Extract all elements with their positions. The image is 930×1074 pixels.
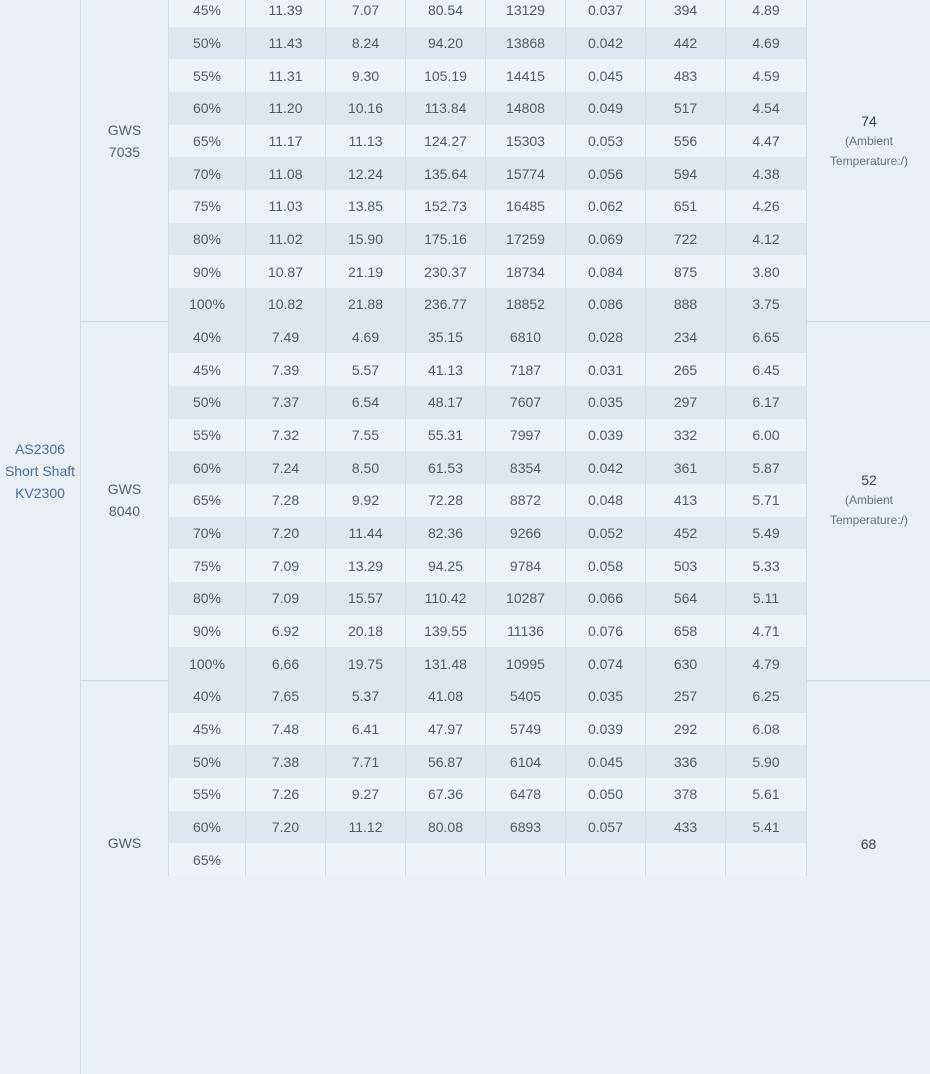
propeller-block: [81, 0, 930, 321]
temperature-cell: [806, 321, 930, 680]
table-cell: 47.97: [406, 713, 486, 746]
temperature-cell: [806, 680, 930, 876]
table-cell: 6.00: [752, 426, 780, 443]
table-cell: 0.049: [566, 92, 646, 125]
table-cell: 433: [646, 811, 726, 844]
table-cell: 5.41: [752, 818, 780, 835]
table-cell: 0.048: [566, 484, 646, 517]
table-cell: 7.39: [246, 353, 326, 386]
table-cell: 72.28: [406, 484, 486, 517]
table-cell: 9784: [486, 549, 566, 582]
table-cell: 5.37: [326, 680, 406, 713]
table-cell: 13129: [486, 0, 566, 27]
table-cell: 75%: [169, 549, 246, 582]
table-cell: 6.54: [326, 386, 406, 419]
table-cell: 110.42: [406, 582, 486, 615]
table-cell: 80.54: [406, 0, 486, 27]
table-cell: 361: [646, 451, 726, 484]
table-cell: 0.074: [566, 647, 646, 680]
table-cell: 297: [646, 386, 726, 419]
table-cell: 0.045: [566, 745, 646, 778]
table-cell: 722: [646, 223, 726, 256]
table-cell: 9.30: [326, 59, 406, 92]
table-cell: 100%: [169, 288, 246, 321]
table-cell: 9266: [486, 517, 566, 550]
table-cell: 4.38: [752, 165, 780, 182]
table-cell: 100%: [169, 647, 246, 680]
table-cell: 7.37: [246, 386, 326, 419]
table-cell: 4.12: [752, 230, 780, 247]
table-cell: 0.045: [566, 59, 646, 92]
data-rows: [169, 0, 806, 321]
table-cell: 82.36: [406, 517, 486, 550]
table-cell: 15303: [486, 125, 566, 158]
table-cell: 6.25: [752, 688, 780, 705]
table-cell: 0.053: [566, 125, 646, 158]
table-cell: 45%: [169, 353, 246, 386]
table-row: [169, 680, 806, 713]
table-cell: 40%: [169, 321, 246, 354]
table-cell: 6810: [486, 321, 566, 354]
table-row: [169, 582, 806, 615]
table-cell: 230.37: [406, 255, 486, 288]
table-cell: 4.54: [752, 100, 780, 117]
table-cell: 65%: [169, 125, 246, 158]
table-cell: 3.75: [752, 296, 780, 313]
table-cell: 139.55: [406, 615, 486, 648]
table-cell: 175.16: [406, 223, 486, 256]
table-cell: 6.17: [752, 394, 780, 411]
table-cell: 135.64: [406, 157, 486, 190]
table-cell: [246, 843, 326, 876]
table-row: [169, 386, 806, 419]
table-cell: 4.89: [752, 2, 780, 19]
temperature-value: 74: [861, 113, 877, 129]
table-cell: 35.15: [406, 321, 486, 354]
table-cell: 11136: [486, 615, 566, 648]
table-cell: 0.076: [566, 615, 646, 648]
table-cell: 10287: [486, 582, 566, 615]
table-cell: 131.48: [406, 647, 486, 680]
table-row: [169, 517, 806, 550]
table-cell: 7.20: [246, 811, 326, 844]
table-cell: 5.71: [752, 492, 780, 509]
table-cell: 556: [646, 125, 726, 158]
table-cell: 6.08: [752, 720, 780, 737]
table-cell: 5.57: [326, 353, 406, 386]
table-cell: 0.056: [566, 157, 646, 190]
table-cell: 55%: [169, 59, 246, 92]
table-cell: 483: [646, 59, 726, 92]
table-cell: 4.69: [326, 321, 406, 354]
table-cell: 18734: [486, 255, 566, 288]
table-cell: 12.24: [326, 157, 406, 190]
table-cell: 234: [646, 321, 726, 354]
table-cell: 394: [646, 0, 726, 27]
table-cell: 5.90: [752, 753, 780, 770]
table-cell: 413: [646, 484, 726, 517]
motor-name-line: KV2300: [15, 485, 65, 501]
table-cell: 7.65: [246, 680, 326, 713]
table-cell: 0.058: [566, 549, 646, 582]
table-cell: 0.050: [566, 778, 646, 811]
table-cell: 60%: [169, 92, 246, 125]
table-cell: 80%: [169, 223, 246, 256]
table-cell: 60%: [169, 811, 246, 844]
table-cell: 236.77: [406, 288, 486, 321]
table-cell: 658: [646, 615, 726, 648]
table-row: [169, 288, 806, 321]
table-cell: 7.38: [246, 745, 326, 778]
table-cell: 517: [646, 92, 726, 125]
table-cell: 124.27: [406, 125, 486, 158]
table-row: [169, 549, 806, 582]
table-cell: 7.07: [326, 0, 406, 27]
table-row: [169, 647, 806, 680]
table-cell: 6.92: [246, 615, 326, 648]
temperature-value: 68: [860, 836, 877, 852]
table-cell: 6104: [486, 745, 566, 778]
table-cell: 651: [646, 190, 726, 223]
table-cell: 152.73: [406, 190, 486, 223]
table-cell: 0.028: [566, 321, 646, 354]
table-cell: 13.85: [326, 190, 406, 223]
table-cell: 15.90: [326, 223, 406, 256]
table-cell: 80.08: [406, 811, 486, 844]
table-cell: 888: [646, 288, 726, 321]
table-cell: 564: [646, 582, 726, 615]
table-cell: 0.052: [566, 517, 646, 550]
table-cell: 65%: [169, 843, 246, 876]
table-row: [169, 811, 806, 844]
table-row: [169, 190, 806, 223]
table-cell: 14415: [486, 59, 566, 92]
table-cell: 9.27: [326, 778, 406, 811]
table-cell: 8872: [486, 484, 566, 517]
table-cell: 15.57: [326, 582, 406, 615]
table-row: [169, 255, 806, 288]
table-cell: 0.031: [566, 353, 646, 386]
table-cell: 378: [646, 778, 726, 811]
table-cell: 7.20: [246, 517, 326, 550]
table-cell: 5.87: [752, 459, 780, 476]
table-cell: 5405: [486, 680, 566, 713]
table-cell: 11.31: [246, 59, 326, 92]
table-cell: 48.17: [406, 386, 486, 419]
table-row: [169, 157, 806, 190]
table-cell: 0.086: [566, 288, 646, 321]
table-cell: 4.69: [752, 34, 780, 51]
table-cell: 94.20: [406, 27, 486, 60]
temperature-cell: [806, 0, 930, 321]
table-cell: 11.08: [246, 157, 326, 190]
propeller-block: [81, 680, 930, 876]
table-cell: 55%: [169, 419, 246, 452]
table-cell: 5.61: [752, 786, 780, 803]
table-cell: 0.066: [566, 582, 646, 615]
temperature-value: 52: [861, 472, 877, 489]
table-cell: 18852: [486, 288, 566, 321]
table-cell: 0.057: [566, 811, 646, 844]
table-cell: 45%: [169, 713, 246, 746]
table-cell: 332: [646, 419, 726, 452]
table-cell: 67.36: [406, 778, 486, 811]
table-cell: 94.25: [406, 549, 486, 582]
table-row: [169, 321, 806, 354]
table-cell: 11.20: [246, 92, 326, 125]
table-cell: 20.18: [326, 615, 406, 648]
table-cell: 21.88: [326, 288, 406, 321]
table-row: [169, 745, 806, 778]
temperature-note: (Ambient Temperature:/): [829, 493, 909, 528]
table-cell: 13.29: [326, 549, 406, 582]
table-row: [169, 615, 806, 648]
table-cell: 10.87: [246, 255, 326, 288]
table-cell: 5.49: [752, 524, 780, 541]
table-cell: 4.71: [752, 622, 780, 639]
table-row: [169, 223, 806, 256]
table-cell: 0.062: [566, 190, 646, 223]
table-cell: 7607: [486, 386, 566, 419]
table-row: [169, 713, 806, 746]
table-cell: 65%: [169, 484, 246, 517]
table-cell: 70%: [169, 517, 246, 550]
data-rows: [169, 680, 806, 876]
table-cell: 10995: [486, 647, 566, 680]
propeller-block: [81, 321, 930, 680]
table-cell: 11.44: [326, 517, 406, 550]
table-cell: 7187: [486, 353, 566, 386]
table-cell: 11.03: [246, 190, 326, 223]
table-cell: 50%: [169, 27, 246, 60]
table-cell: 4.47: [752, 132, 780, 149]
table-cell: 6478: [486, 778, 566, 811]
table-cell: 17259: [486, 223, 566, 256]
table-cell: 113.84: [406, 92, 486, 125]
table-cell: 6.65: [752, 328, 780, 345]
table-cell: 0.037: [566, 0, 646, 27]
table-cell: 13868: [486, 27, 566, 60]
table-cell: 875: [646, 255, 726, 288]
table-cell: 265: [646, 353, 726, 386]
table-cell: 3.80: [752, 263, 780, 280]
table-cell: 11.17: [246, 125, 326, 158]
table-cell: [326, 843, 406, 876]
table-cell: 0.084: [566, 255, 646, 288]
table-cell: 0.035: [566, 680, 646, 713]
table-cell: 11.13: [326, 125, 406, 158]
table-cell: 56.87: [406, 745, 486, 778]
data-rows: [169, 321, 806, 680]
table-cell: 50%: [169, 745, 246, 778]
propeller-cell: [81, 321, 169, 680]
table-cell: 10.82: [246, 288, 326, 321]
table-cell: 7997: [486, 419, 566, 452]
temperature-note: (Ambient Temperature:/): [829, 134, 909, 168]
table-cell: 4.59: [752, 67, 780, 84]
table-cell: 5.11: [752, 590, 780, 607]
table-cell: 292: [646, 713, 726, 746]
table-cell: 594: [646, 157, 726, 190]
table-cell: 45%: [169, 0, 246, 27]
table-cell: 50%: [169, 386, 246, 419]
table-cell: 21.19: [326, 255, 406, 288]
table-cell: 6893: [486, 811, 566, 844]
motor-name-line: Short Shaft: [4, 463, 76, 479]
table-cell: 7.28: [246, 484, 326, 517]
table-cell: 80%: [169, 582, 246, 615]
table-cell: 41.13: [406, 353, 486, 386]
table-cell: 8354: [486, 451, 566, 484]
propeller-name-line: GWS: [107, 122, 142, 138]
table-cell: [646, 843, 726, 876]
table-row: [169, 125, 806, 158]
table-cell: 7.71: [326, 745, 406, 778]
table-cell: 7.48: [246, 713, 326, 746]
table-cell: 4.26: [752, 198, 780, 215]
table-row: [169, 484, 806, 517]
table-cell: 0.042: [566, 27, 646, 60]
table-cell: 8.50: [326, 451, 406, 484]
table-cell: 8.24: [326, 27, 406, 60]
table-cell: 5749: [486, 713, 566, 746]
table-cell: 257: [646, 680, 726, 713]
table-cell: 7.55: [326, 419, 406, 452]
propeller-name-line: GWS: [107, 835, 142, 851]
table-cell: 61.53: [406, 451, 486, 484]
table-row: [169, 59, 806, 92]
table-row: [169, 451, 806, 484]
table-cell: 70%: [169, 157, 246, 190]
table-cell: 6.45: [752, 361, 780, 378]
table-cell: 14808: [486, 92, 566, 125]
table-cell: 0.039: [566, 713, 646, 746]
table-cell: 10.16: [326, 92, 406, 125]
table-cell: 503: [646, 549, 726, 582]
table-cell: [406, 843, 486, 876]
table-cell: 9.92: [326, 484, 406, 517]
table-cell: 0.035: [566, 386, 646, 419]
table-cell: 19.75: [326, 647, 406, 680]
table-cell: 452: [646, 517, 726, 550]
table-cell: [566, 843, 646, 876]
table-cell: 7.49: [246, 321, 326, 354]
table-cell: 0.039: [566, 419, 646, 452]
table-cell: 630: [646, 647, 726, 680]
table-cell: 11.02: [246, 223, 326, 256]
table-cell: 7.09: [246, 549, 326, 582]
table-cell: 11.12: [326, 811, 406, 844]
table-cell: 7.32: [246, 419, 326, 452]
table-cell: 60%: [169, 451, 246, 484]
table-cell: 7.24: [246, 451, 326, 484]
propeller-name-line: GWS: [107, 481, 142, 498]
propeller-cell: [81, 0, 169, 321]
propeller-name-line: 8040: [108, 503, 141, 520]
table-cell: 16485: [486, 190, 566, 223]
table-cell: 4.79: [752, 655, 780, 672]
table-cell: [486, 843, 566, 876]
table-row: [169, 0, 806, 27]
table-cell: 6.41: [326, 713, 406, 746]
table-row: [169, 27, 806, 60]
table-cell: [726, 843, 806, 876]
table-cell: 11.43: [246, 27, 326, 60]
table-row: [169, 92, 806, 125]
motor-model-cell: [0, 0, 81, 1074]
table-cell: 15774: [486, 157, 566, 190]
table-cell: 105.19: [406, 59, 486, 92]
table-row: [169, 778, 806, 811]
table-cell: 75%: [169, 190, 246, 223]
table-cell: 336: [646, 745, 726, 778]
table-cell: 11.39: [246, 0, 326, 27]
table-cell: 90%: [169, 615, 246, 648]
table-row: [169, 843, 806, 876]
table-row: [169, 353, 806, 386]
table-cell: 40%: [169, 680, 246, 713]
table-cell: 0.042: [566, 451, 646, 484]
propeller-name-line: 7035: [108, 144, 141, 160]
table-cell: 55%: [169, 778, 246, 811]
table-cell: 41.08: [406, 680, 486, 713]
table-cell: 5.33: [752, 557, 780, 574]
table-cell: 442: [646, 27, 726, 60]
table-cell: 6.66: [246, 647, 326, 680]
table-row: [169, 419, 806, 452]
table-cell: 0.069: [566, 223, 646, 256]
table-cell: 7.09: [246, 582, 326, 615]
motor-name-line: AS2306: [15, 441, 65, 457]
table-cell: 55.31: [406, 419, 486, 452]
table-cell: 90%: [169, 255, 246, 288]
propeller-cell: [81, 680, 169, 876]
table-cell: 7.26: [246, 778, 326, 811]
